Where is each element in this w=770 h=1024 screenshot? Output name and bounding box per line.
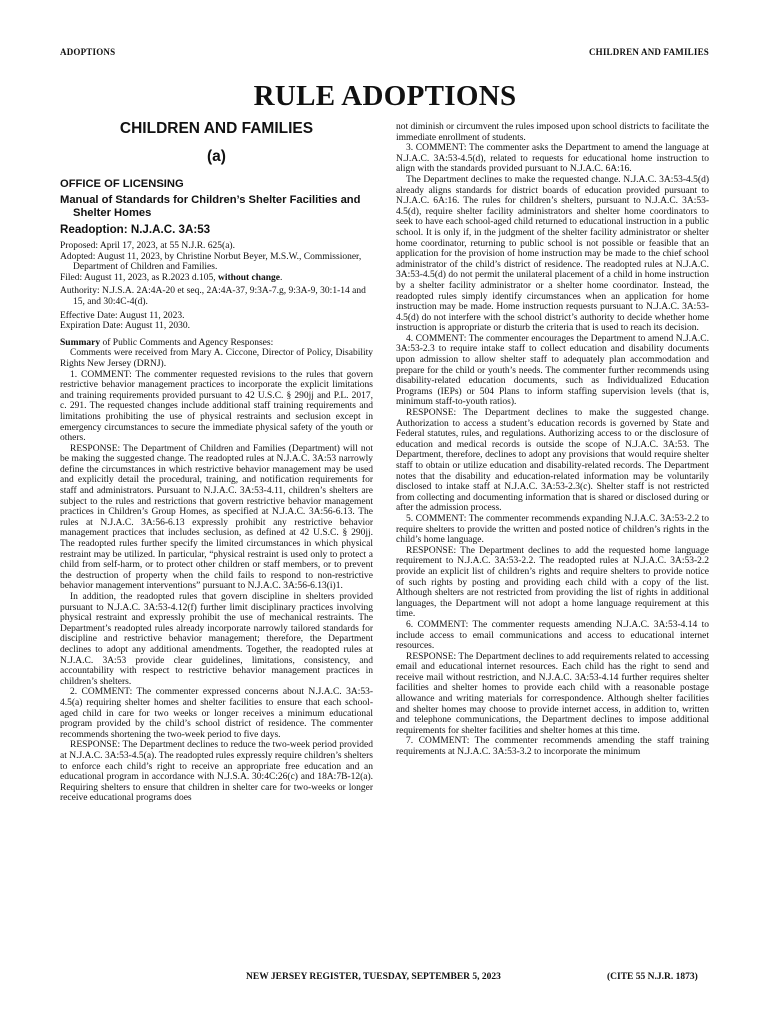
proposed-line: Proposed: April 17, 2023, at 55 N.J.R. 625(a). <box>60 241 235 251</box>
filed-status: without change <box>218 272 281 283</box>
office-heading: OFFICE OF LICENSING <box>60 178 184 190</box>
right-paragraph: RESPONSE: The Department declines to make the suggested change. Authorization to access a student’s education records is governed by State and Federal statutes, rules, and regulations. Authorizing access to or the disclosure of education and medical records is outside the scope of N.J.A.C. 3A:53. The Department, therefore, declines to adopt any provisions that would require shelter staff to obtain or utilize education and disability-related records. The Department notes that the disability and education-related information may be voluntarily disclosed to intake staff at N.J.A.C. 3A:53-2.3(c). Shelter staff is not restricted from collecting and documenting information that is shared or disclosed during or after the admission process. <box>396 408 709 514</box>
left-paragraph: In addition, the readopted rules that govern discipline in shelters provided pursuant to N.J.A.C. 3A:53-4.12(f) further limit disciplinary practices involving physical restraint and expressly prohibit the use of mechanical restraints. The Department’s readopted rules already incorporate narrowly tailored standards for discipline and restrictive behavior management; therefore, the Department declines to adopt any additional amendments. Together, the readopted rules at N.J.A.C. 3A:53 provide clear guidelines, limitations, consistency, and accountability with respect to restrictive behavior management practices in children’s shelters. <box>60 592 373 687</box>
effective-date-line: Effective Date: August 11, 2023. <box>60 310 185 321</box>
footer-citation: (CITE 55 N.J.R. 1873) <box>607 972 698 982</box>
right-paragraph: The Department declines to make the requested change. N.J.A.C. 3A:53-4.5(d) already aligns standards for district boards of education provided pursuant to N.J.A.C. 6A:16. The rules for children’s shelters, pursuant to N.J.A.C. 3A:53-4.5(d), require shelter facility administrators and shelter home coordinators to seek to have each school-aged child returned to educational instruction in a public school. It is only if, in the judgment of the shelter facility administrator or shelter home coordinator, returning to public school is not possible or feasible that an application for the provision of home instruction may be made to the chief school administrator of the child’s district of residence. The readopted rules at N.J.A.C. 3A:53-4.5(d) do not permit the unilateral placement of a child in home instruction by a shelter facility administrator or a shelter home coordinator. Instead, the readopted rules simply identify circumstances when an application for home instruction may be made. Home instruction requests pursuant to N.J.A.C. 3A:53-4.5(d) do not interfere with the school district’s authority to decide whether home instruction is appropriate or disturb the criteria that is used to reach its decision. <box>396 174 709 334</box>
filed-line <box>60 273 373 284</box>
filed-end: . <box>280 272 283 283</box>
right-paragraph: 3. COMMENT: The commenter asks the Department to amend the language at N.J.A.C. 3A:53-4.5(d), related to requests for educational home instruction to align with the standards provided pursuant to N.J.A.C. 6A:16. <box>396 143 709 175</box>
right-column <box>396 122 709 758</box>
left-paragraph: 1. COMMENT: The commenter requested revisions to the rules that govern restrictive behavior management practices to incorporate the explicit limitations and training requirements provided pursuant to 42 U.S.C. § 290jj and P.L. 2017, c. 291. The requested changes include additional staff training requirements and limitations prohibiting the use of physical restraints and seclusion except in emergency circumstances to secure the immediate physical safety of the youth or others. <box>60 369 373 444</box>
filed-text: Filed: August 11, 2023, as R.2023 d.105, <box>60 272 218 283</box>
right-paragraph: RESPONSE: The Department declines to add the requested home language requirement to N.J.A.C. 3A:53-2.2. The readopted rules at N.J.A.C. 3A:53-2.2 provide an explicit list of children’s rights and require shelters to provide notice of such rights by posting and providing each child with a copy of the list. Although shelters are not restricted from providing the list of rights in additional languages, the Department will not adopt a home language requirement at this time. <box>396 545 709 620</box>
right-paragraph: not diminish or circumvent the rules imposed upon school districts to facilitate the immediate enrollment of students. <box>396 122 709 143</box>
authority-line: Authority: N.J.S.A. 2A:4A-20 et seq., 2A:4A-37, 9:3A-7.g, 9:3A-9, 30:1-14 and 15, and 30:4C-4(d). <box>60 286 366 307</box>
right-paragraph: 5. COMMENT: The commenter recommends expanding N.J.A.C. 3A:53-2.2 to require shelters to provide the written and posted notice of children’s rights in the child’s home language. <box>396 513 709 546</box>
summary-heading <box>60 338 373 349</box>
left-paragraph: 2. COMMENT: The commenter expressed concerns about N.J.A.C. 3A:53-4.5(a) requiring shelter homes and shelter facilities to ensure that each school-aged child in care for two weeks or longer receives a minimum educational program provided by the child’s school district of residence. The commenter recommends shortening the two-week period to five days. <box>60 687 373 740</box>
running-head-right: CHILDREN AND FAMILIES <box>588 47 709 57</box>
running-head-left: ADOPTIONS <box>60 47 116 57</box>
expiration-date-line: Expiration Date: August 11, 2030. <box>60 321 190 332</box>
left-paragraph: Comments were received from Mary A. Ciccone, Director of Policy, Disability Rights New Jersey (DRNJ). <box>60 348 373 369</box>
right-paragraph: 7. COMMENT: The commenter recommends amending the staff training requirements at N.J.A.C. 3A:53-3.2 to incorporate the minimum <box>396 736 709 758</box>
adopted-line: Adopted: August 11, 2023, by Christine Norbut Beyer, M.S.W., Commissioner, Department of Children and Families. <box>60 251 362 273</box>
left-paragraph: RESPONSE: The Department declines to reduce the two-week period provided at N.J.A.C. 3A:53-4.5(a). The readopted rules expressly require children’s shelters to enforce each child’s right to receive an appropriate free education and an educational program in accordance with N.J.S.A. 30:4C:26(c) and 18A:7B-12(a). Requiring shelters to ensure that children in shelter care for two-weeks or longer receive educational programs does <box>60 740 373 804</box>
right-paragraph: 4. COMMENT: The commenter encourages the Department to amend N.J.A.C. 3A:53-2.3 to require intake staff to collect education and disability documents upon admission to allow shelter staff to adequately plan accommodation and prepare for the child or youth’s needs. The commenter further recommends using disability-related education documents, such as Individualized Education Programs (IEPs) or 504 Plans to inform staffing supervision levels (that is, minimum staff-to-youth ratios). <box>396 333 709 408</box>
left-paragraph: RESPONSE: The Department of Children and Families (Department) will not be making the suggested change. The readopted rules at N.J.A.C. 3A:53 narrowly define the circumstances in which restrictive behavior management may be used and explicitly detail the procedural, training, and notification requirements for staff and administrators. Pursuant to N.J.A.C. 3A:53-4.11, children’s shelters are subject to the rules and restrictions that govern restrictive behavior management practices in Children’s Group Homes, as specified at N.J.A.C. 3A:56-6.13. The rules at N.J.A.C. 3A:56-6.13 expressly prohibit any restrictive behavior management practices that includes seclusion, as defined at 42 U.S.C. § 290jj. The readopted rules further specify the limited circumstances in which physical restraint may be utilized. In particular, “physical restraint is used only to protect a child from self-harm, or to protect other children or staff members, or to prevent the destruction of property when the child fails to respond to non-restrictive behavior management interventions” pursuant to N.J.A.C. 3A:56-6.13(i)1. <box>60 443 373 592</box>
readoption-heading: Readoption: N.J.A.C. 3A:53 <box>60 223 211 236</box>
right-paragraph: RESPONSE: The Department declines to add requirements related to accessing email and educational internet resources. Each child has the right to send and receive mail without restriction, and N.J.A.C. 3A:53-4.14 further requires shelter facilities and shelter homes to provide each child with a reasonable postage allowance and writing materials for correspondence. Although shelter facilities and shelter homes may choose to provide internet access, in addition to, written and telephone communications, the Department declines to impose additional requirements for shelter facilities and shelter homes at this time. <box>396 651 709 736</box>
left-column <box>60 120 373 804</box>
summary-label: Summary <box>60 337 101 348</box>
agency-letter: (a) <box>207 148 226 165</box>
right-paragraph: 6. COMMENT: The commenter requests amending N.J.A.C. 3A:53-4.14 to include access to email communications and access to educational internet resources. <box>396 619 709 652</box>
agency-heading: CHILDREN AND FAMILIES <box>119 120 314 137</box>
rule-title: Manual of Standards for Children’s Shelter Facilities and Shelter Homes <box>60 194 361 219</box>
page-title: RULE ADOPTIONS <box>253 80 517 112</box>
footer-publication: NEW JERSEY REGISTER, TUESDAY, SEPTEMBER 5, 2023 <box>246 972 501 982</box>
summary-text: of Public Comments and Agency Responses: <box>100 337 274 348</box>
